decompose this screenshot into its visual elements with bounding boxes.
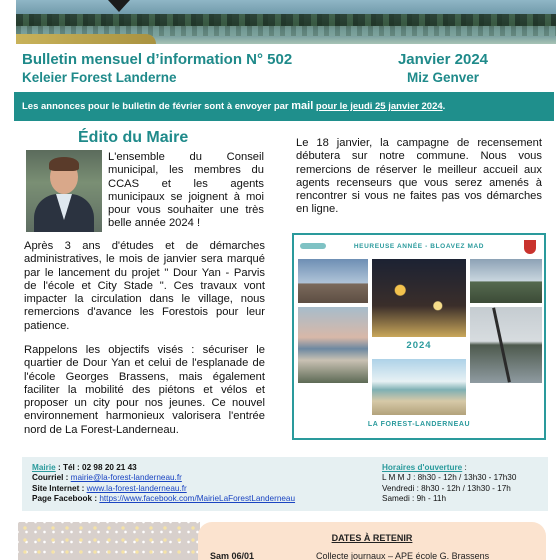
dates-to-remember <box>198 522 546 560</box>
card-heading: HEUREUSE ANNÉE - BLOAVEZ MAD <box>353 243 485 250</box>
edito-paragraph-3: Rappelons les objectifs visés : sécuriser le quartier de Dour Yan et celui de l'esplanade de l'école Georges Brassens, mais également faciliter la mobilité des piétons et vélos et proposer un city pour nos jeunes. Ce nouvel environnement harmonieux valorisera l'entrée nord de La Forest-Landerneau. <box>24 344 265 436</box>
card-photo-river-tree <box>470 307 542 383</box>
facebook-link[interactable]: https://www.facebook.com/MairieLaForestLanderneau <box>99 494 296 504</box>
edito-paragraph-1: L'ensemble du Conseil municipal, les membres du CCAS et les agents municipaux se joignent à moi pour vous souhaiter une très belle année 2024 ! <box>108 151 264 230</box>
mairie-label: Mairie <box>32 463 56 472</box>
mayor-hair <box>49 157 79 171</box>
email-line <box>32 473 295 483</box>
notice-deadline: pour le jeudi 25 janvier 2024 <box>315 101 443 112</box>
phone-line <box>32 463 295 473</box>
triangle-marker <box>108 0 130 12</box>
facebook-label: Page Facebook : <box>32 494 100 504</box>
hours-heading <box>382 463 516 473</box>
facebook-line <box>32 494 295 504</box>
tree-trunk <box>492 308 511 383</box>
bulletin-subtitle: Keleier Forest Landerne <box>22 70 177 85</box>
hours-colon: : <box>462 463 467 472</box>
card-year: 2024 <box>406 340 432 351</box>
hours-weekdays: L M M J : 8h30 - 12h / 13h30 - 17h30 <box>382 473 517 483</box>
new-year-card <box>292 233 546 440</box>
notice-end: . <box>442 101 446 112</box>
contact-box <box>22 457 548 511</box>
census-paragraph: Le 18 janvier, la campagne de recensement débutera sur notre commune. Nous vous remercions de réserver le meilleur accueil aux agents recenseurs que vous serez amenés à rencontrer si vous ne faites pas vos démarches en ligne. <box>296 137 542 216</box>
issue-date-breton: Miz Genver <box>406 70 480 85</box>
website-label: Site Internet : <box>32 483 87 493</box>
card-photo-village <box>298 259 368 303</box>
header-landscape-photo <box>16 0 556 44</box>
issue-date: Janvier 2024 <box>397 51 489 68</box>
sparkle-decoration <box>18 522 200 560</box>
announcement-notice <box>14 92 554 121</box>
website-link[interactable]: www.la-forest-landerneau.fr <box>86 483 187 493</box>
email-label: Courriel : <box>32 473 71 483</box>
notice-mail-word: mail <box>291 100 314 112</box>
email-link[interactable]: mairie@la-forest-landerneau.fr <box>70 473 182 483</box>
card-photo-sunset <box>298 307 368 383</box>
date-item-event: Collecte journaux – APE école G. Brassens <box>316 551 490 560</box>
card-photo-beach <box>372 359 466 415</box>
card-photo-winter-house <box>470 259 542 303</box>
treeline <box>16 14 556 26</box>
contact-details <box>32 463 295 505</box>
bulletin-title: Bulletin mensuel d’information N° 502 <box>22 51 293 68</box>
mayor-photo <box>26 150 102 232</box>
opening-hours <box>382 463 516 505</box>
date-item-date: Sam 06/01 <box>210 551 255 560</box>
grass-bank <box>16 34 156 44</box>
hours-saturday: Samedi : 9h - 11h <box>382 494 447 504</box>
website-line <box>32 484 295 494</box>
hours-friday: Vendredi : 8h30 - 12h / 13h30 - 17h <box>382 483 511 493</box>
hours-title: Horaires d'ouverture <box>382 463 463 472</box>
edito-paragraph-2: Après 3 ans d'études et de démarches administratives, le mois de janvier sera marqué par le lancement du projet " Dour Yan - Parvis de l'école et City Stade ". Ces travaux vont impacter la circulation dans le village, nous remercions d'avance les Forestois pour leur patience. <box>24 240 265 332</box>
phone-number: : Tél : 02 98 20 21 43 <box>55 463 137 472</box>
card-town-name: LA FOREST-LANDERNEAU <box>367 421 471 428</box>
card-photo-christmas-lights <box>372 259 466 337</box>
edito-title: Édito du Maire <box>78 129 189 146</box>
dates-title: DATES À RETENIR <box>331 533 413 543</box>
notice-text: Les annonces pour le bulletin de février sont à envoyer par <box>22 101 292 112</box>
